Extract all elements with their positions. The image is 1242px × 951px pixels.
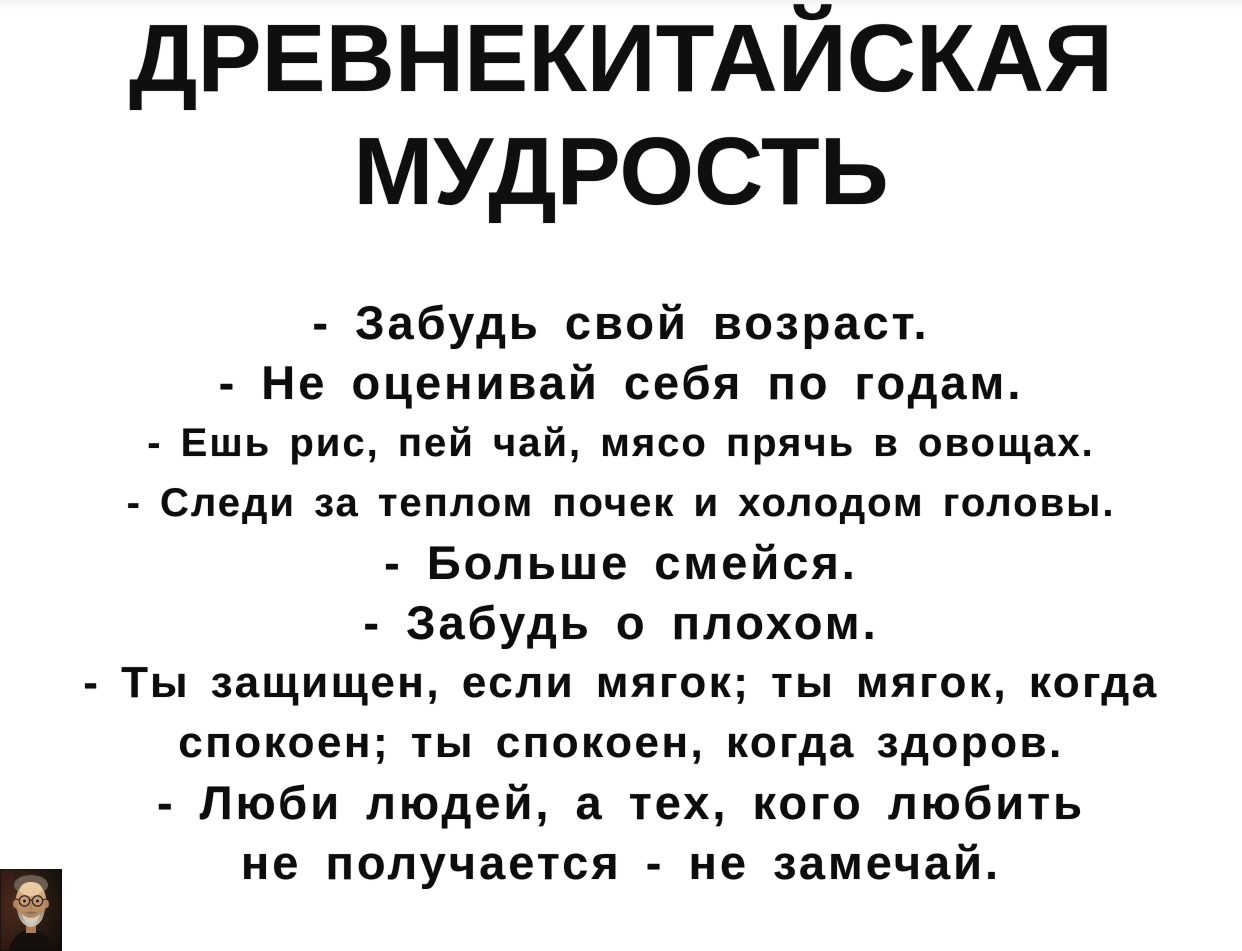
aphorism-kidneys-head: - Следи за теплом почек и холодом головы. (126, 481, 1116, 525)
aphorism-list (0, 293, 1242, 893)
aphorism-eat-rice: - Ешь рис, пей чай, мясо прячь в овощах. (147, 421, 1095, 465)
aphorism-protected-soft-1: - Ты защищен, если мягок; ты мягок, когда (83, 658, 1159, 707)
poster-title-line2: МУДРОСТЬ (353, 118, 889, 225)
aphorism-love-people-1: - Люби людей, а тех, кого любить (156, 776, 1086, 829)
aphorism-dont-judge-years: - Не оценивай себя по годам. (218, 356, 1024, 409)
man-portrait-thumbnail (0, 869, 62, 951)
aphorism-laugh-more: - Больше смейся. (384, 536, 858, 589)
poster-title-line1: ДРЕВНЕКИТАЙСКАЯ (129, 5, 1113, 112)
aphorism-forget-age: - Забудь свой возраст. (312, 296, 930, 349)
aphorism-protected-soft-2: спокоен; ты спокоен, когда здоров. (178, 718, 1064, 767)
poster-title (0, 2, 1242, 228)
aphorism-love-people-2: не получается - не замечай. (240, 836, 1002, 889)
aphorism-forget-bad: - Забудь о плохом. (363, 596, 879, 649)
